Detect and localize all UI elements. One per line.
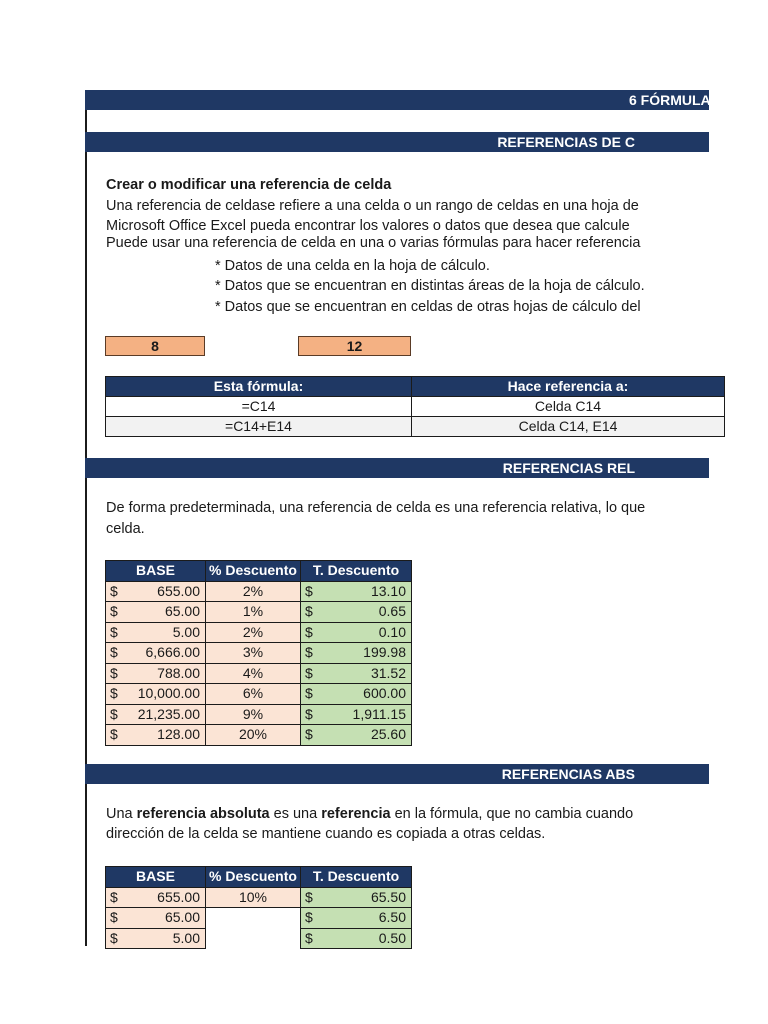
currency-symbol: $: [305, 664, 313, 681]
header-t-descuento: T. Descuento: [301, 867, 412, 888]
section3-para-line1: [106, 804, 635, 824]
currency-symbol: $: [305, 685, 313, 702]
pct-cell[interactable]: [206, 928, 301, 949]
base-value: 655.00: [157, 888, 200, 905]
total-cell[interactable]: [301, 704, 412, 725]
total-value: 0.50: [378, 929, 406, 946]
pct-cell[interactable]: [206, 908, 301, 929]
currency-symbol: $: [305, 888, 313, 905]
total-value: 25.60: [370, 726, 406, 743]
ref-header-formula: Esta fórmula:: [106, 377, 412, 397]
table-row: [106, 704, 412, 725]
absolute-discount-table: [105, 866, 412, 949]
pct-cell[interactable]: 2%: [206, 622, 301, 643]
base-value: 128.00: [157, 726, 200, 743]
reference-table: [105, 376, 635, 437]
base-cell[interactable]: [106, 602, 206, 623]
total-value: 13.10: [370, 582, 406, 599]
table-row: [106, 622, 412, 643]
table-row: [106, 397, 725, 417]
text-run: en la fórmula, que no cambia cuando: [390, 806, 634, 822]
section2-para-line2: celda.: [106, 521, 145, 537]
section-bar-referencias-absolutas: [85, 764, 709, 784]
total-cell[interactable]: [301, 602, 412, 623]
pct-cell[interactable]: 6%: [206, 684, 301, 705]
section-bar-referencias-celda: [85, 132, 709, 152]
total-cell[interactable]: [301, 643, 412, 664]
ref-target-cell[interactable]: Celda C14: [412, 397, 725, 417]
title-bar: [85, 90, 720, 110]
header-pct-descuento: % Descuento: [206, 561, 301, 582]
table-row: [106, 887, 412, 908]
table-row: [106, 602, 412, 623]
base-cell[interactable]: [106, 704, 206, 725]
ref-formula-cell[interactable]: =C14+E14: [106, 417, 412, 437]
table-row: [106, 417, 725, 437]
base-cell[interactable]: [106, 684, 206, 705]
currency-symbol: $: [110, 582, 118, 599]
total-value: 6.50: [378, 909, 406, 926]
currency-symbol: $: [110, 644, 118, 661]
cell-e14-value[interactable]: 12: [298, 336, 411, 356]
currency-symbol: $: [305, 726, 313, 743]
text-run: Una: [106, 806, 137, 822]
text-run-bold: referencia: [321, 806, 391, 822]
total-cell[interactable]: [301, 908, 412, 929]
currency-symbol: $: [110, 909, 118, 926]
base-value: 65.00: [164, 603, 200, 620]
section2-para-line1: De forma predeterminada, una referencia de celda es una referencia relativa, lo que: [106, 500, 646, 516]
base-value: 788.00: [157, 664, 200, 681]
header-base: BASE: [106, 867, 206, 888]
section-title: REFERENCIAS DE C: [497, 134, 635, 150]
table-row: [106, 725, 412, 746]
table-row: [106, 581, 412, 602]
currency-symbol: $: [110, 603, 118, 620]
currency-symbol: $: [110, 705, 118, 722]
currency-symbol: $: [305, 582, 313, 599]
bullet-1: * Datos de una celda en la hoja de cálculo.: [215, 258, 490, 274]
base-cell[interactable]: [106, 663, 206, 684]
pct-cell[interactable]: 2%: [206, 581, 301, 602]
table-row: [106, 643, 412, 664]
ref-target-cell[interactable]: Celda C14, E14: [412, 417, 725, 437]
base-cell[interactable]: [106, 581, 206, 602]
currency-symbol: $: [305, 929, 313, 946]
base-value: 5.00: [172, 623, 200, 640]
currency-symbol: $: [305, 623, 313, 640]
section-title: REFERENCIAS ABS: [501, 766, 635, 782]
total-cell[interactable]: [301, 684, 412, 705]
total-value: 0.65: [378, 603, 406, 620]
section1-line1: Una referencia de celdase refiere a una celda o un rango de celdas en una hoja de: [106, 198, 639, 214]
currency-symbol: $: [305, 909, 313, 926]
header-base: BASE: [106, 561, 206, 582]
base-cell[interactable]: [106, 928, 206, 949]
currency-symbol: $: [305, 603, 313, 620]
pct-cell[interactable]: 20%: [206, 725, 301, 746]
currency-symbol: $: [110, 888, 118, 905]
pct-cell[interactable]: 1%: [206, 602, 301, 623]
base-value: 5.00: [172, 929, 200, 946]
ref-formula-cell[interactable]: =C14: [106, 397, 412, 417]
base-cell[interactable]: [106, 908, 206, 929]
total-cell[interactable]: [301, 581, 412, 602]
total-value: 600.00: [363, 685, 406, 702]
bullet-3: * Datos que se encuentran en celdas de otras hojas de cálculo del: [215, 299, 641, 315]
total-cell[interactable]: [301, 887, 412, 908]
base-cell[interactable]: [106, 725, 206, 746]
text-run: es una: [269, 806, 322, 822]
currency-symbol: $: [305, 705, 313, 722]
base-value: 10,000.00: [137, 685, 200, 702]
table-row: [106, 663, 412, 684]
header-t-descuento: T. Descuento: [301, 561, 412, 582]
section1-line2: Microsoft Office Excel pueda encontrar los valores o datos que desea que calcule: [106, 218, 630, 234]
section-title: REFERENCIAS REL: [502, 460, 635, 476]
pct-cell[interactable]: 4%: [206, 663, 301, 684]
sheet-left-border: [85, 90, 87, 946]
bullet-2: * Datos que se encuentran en distintas áreas de la hoja de cálculo.: [215, 278, 645, 294]
relative-discount-table: [105, 560, 412, 746]
table-row: [106, 684, 412, 705]
total-value: 199.98: [363, 644, 406, 661]
currency-symbol: $: [110, 726, 118, 743]
currency-symbol: $: [110, 623, 118, 640]
total-cell[interactable]: [301, 928, 412, 949]
base-value: 6,666.00: [145, 644, 200, 661]
total-value: 65.50: [370, 888, 406, 905]
pct-cell[interactable]: 9%: [206, 704, 301, 725]
total-cell[interactable]: [301, 725, 412, 746]
ref-header-reference: Hace referencia a:: [412, 377, 725, 397]
base-cell[interactable]: [106, 643, 206, 664]
total-cell[interactable]: [301, 663, 412, 684]
base-value: 21,235.00: [137, 705, 200, 722]
total-value: 31.52: [370, 664, 406, 681]
base-cell[interactable]: [106, 887, 206, 908]
cell-c14-value[interactable]: 8: [105, 336, 205, 356]
currency-symbol: $: [110, 929, 118, 946]
table-row: [106, 928, 412, 949]
table-row: [106, 908, 412, 929]
section1-line3: Puede usar una referencia de celda en una o varias fórmulas para hacer referencia: [106, 235, 641, 251]
text-run-bold: referencia absoluta: [136, 806, 270, 822]
currency-symbol: $: [305, 644, 313, 661]
currency-symbol: $: [110, 664, 118, 681]
page-title: 6 FÓRMULAS: [629, 92, 720, 108]
base-value: 655.00: [157, 582, 200, 599]
base-value: 65.00: [164, 909, 200, 926]
total-cell[interactable]: [301, 622, 412, 643]
pct-cell[interactable]: 10%: [206, 887, 301, 908]
total-value: 1,911.15: [352, 705, 406, 722]
header-pct-descuento: % Descuento: [206, 867, 301, 888]
pct-cell[interactable]: 3%: [206, 643, 301, 664]
total-value: 0.10: [378, 623, 406, 640]
section1-heading: Crear o modificar una referencia de celda: [106, 177, 392, 193]
currency-symbol: $: [110, 685, 118, 702]
section3-para-line2: dirección de la celda se mantiene cuando es copiada a otras celdas.: [106, 826, 546, 842]
base-cell[interactable]: [106, 622, 206, 643]
section-bar-referencias-relativas: [85, 458, 709, 478]
